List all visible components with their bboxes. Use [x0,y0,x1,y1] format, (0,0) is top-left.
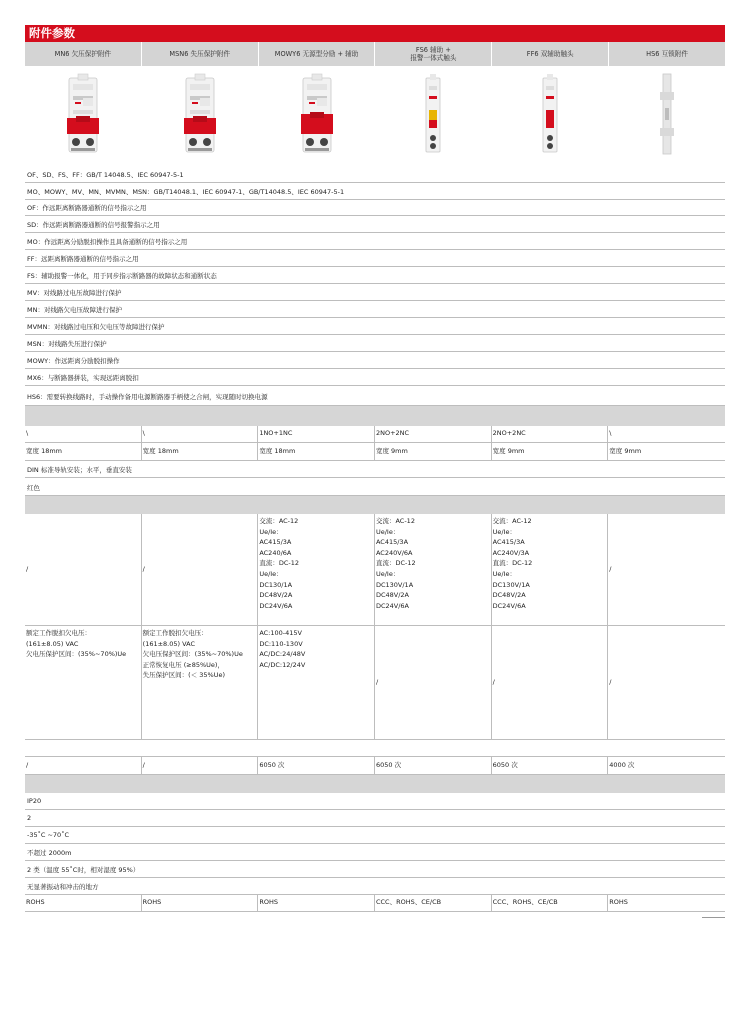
rating-cell: 交流：AC-12 Ue/Ie： AC415/3A AC240V/6A 直流：DC-12 Ue/Ie： DC130V/1A DC48V/2A DC24V/6A [375,514,492,625]
contacts-cell: 2NO+2NC [492,426,609,442]
voltage-cell: 额定工作脱扣欠电压： (161±8.05) VAC 欠电压保护区间：(35%~70%)Ue 正常恢复电压 (≥85%Ue)， 失压保护区间：(＜ 35%Ue) [142,626,259,739]
description-text: MOWY：作远距离分励脱扣操作 [27,357,120,365]
product-image-cell [375,66,492,162]
section-title: 附件参数 [29,26,75,40]
description-text: MSN：对线路失压进行保护 [27,340,107,348]
standards-row-2 [25,183,725,200]
description-text: MN：对线路欠电压故障进行保护 [27,306,122,314]
description-text: OF：作远距离断路器通断的信号指示之用 [27,204,147,212]
description-row-msn [25,335,725,352]
description-row-mowy [25,352,725,369]
pollution-row [25,810,725,827]
section-title-bar [25,25,725,42]
vibration-text: 无显著振动和冲击的地方 [27,883,99,891]
voltage-cell: AC:100-415V DC:110-130V AC/DC:24/48V AC/DC:12/24V [258,626,375,739]
width-row [25,443,725,461]
voltage-row [25,626,725,740]
temperature-text: -35˚C ~70˚C [27,831,69,839]
certification-cell: ROHS [258,895,375,911]
life-cell: 6050 次 [492,757,609,774]
description-row-mx6 [25,369,725,386]
section-band [25,406,725,426]
temperature-row [25,827,725,844]
life-cell: / [25,757,142,774]
product-image-cell [258,66,375,162]
contacts-cell: \ [609,429,612,438]
standards-row-1 [25,166,725,183]
product-header-msn6: MSN6 失压保护附件 [142,42,259,66]
product-image-cell [608,66,725,162]
description-row-fs [25,267,725,284]
width-cell: 宽度 9mm [609,446,642,455]
description-row-mvmn [25,318,725,335]
contacts-cell: 1NO+1NC [258,426,375,442]
description-text: SD：作远距离断路器通断的信号报警指示之用 [27,221,160,229]
standards-text: OF、SD、FS、FF：GB/T 14048.5、IEC 60947-5-1 [27,171,184,179]
certification-cell: ROHS [609,898,628,907]
voltage-cell: 额定工作脱扣欠电压： (161±8.05) VAC 欠电压保护区间：(35%~70%)Ue [25,626,142,739]
description-text: HS6：需要转换线路时，手动操作备用电源断路器手柄使之合闸，实现随时切换电源 [27,393,268,401]
certification-cell: ROHS [25,895,142,911]
product-header-ff6: FF6 双辅助触头 [492,42,609,66]
certification-cell: ROHS [142,895,259,911]
product-header-row [25,42,725,66]
product-image-cell [142,66,259,162]
description-row-mo [25,233,725,250]
voltage-cell: / [492,626,609,739]
description-row-mn [25,301,725,318]
description-row-of [25,200,725,216]
certification-row [25,895,725,912]
vibration-row [25,878,725,895]
ratings-row [25,514,725,626]
width-cell: 宽度 9mm [375,443,492,460]
description-text: MX6：与断路器拼装，实现远距离脱扣 [27,374,139,382]
life-cell: 4000 次 [609,760,635,769]
contacts-cell: \ [25,426,142,442]
contacts-cell: \ [142,426,259,442]
description-text: FS：辅助报警一体化，用于同步指示断路器的故障状态和通断状态 [27,272,217,280]
width-cell: 宽度 18mm [142,443,259,460]
product-image-row [25,66,725,162]
mn6-device-image [63,72,103,156]
description-text: MVMN：对线路过电压和欠电压等故障进行保护 [27,323,165,331]
life-cell: 6050 次 [375,757,492,774]
installation-text: DIN 标准导轨安装；水平，垂直安装 [27,466,132,474]
product-image-cell [25,66,142,162]
description-text: MV：对线路过电压故障进行保护 [27,289,122,297]
fs6-device-image [421,72,445,156]
certification-cell: CCC、ROHS、CE/CB [492,895,609,911]
mowy6-device-image [297,72,337,156]
end-divider [702,917,725,918]
certification-cell: CCC、ROHS、CE/CB [375,895,492,911]
altitude-row [25,844,725,861]
empty-row [25,740,725,757]
product-header-hs6: HS6 互锁附件 [609,42,725,66]
standards-text: MO、MOWY、MV、MN、MVMN、MSN：GB/T14048.1、IEC 60947-1、GB/T14048.5、IEC 60947-5-1 [27,188,345,196]
color-row [25,478,725,496]
humidity-text: 2 类（温度 55˚C时，相对湿度 95%） [27,866,140,874]
contacts-cell: 2NO+2NC [375,426,492,442]
description-row-mv [25,284,725,301]
pollution-text: 2 [27,814,32,822]
life-cell: 6050 次 [258,757,375,774]
section-band [25,775,725,793]
installation-row [25,461,725,478]
life-cell: / [142,757,259,774]
rating-cell: / [25,514,142,625]
protection-text: IP20 [27,797,42,805]
product-header-fs6: FS6 辅助 + 报警一体式触头 [375,42,492,66]
description-row-sd [25,216,725,233]
color-text: 红色 [27,484,40,492]
product-header-mowy6: MOWY6 无源型分励 + 辅助 [259,42,376,66]
product-image-cell [492,66,609,162]
voltage-cell: / [609,677,612,686]
humidity-row [25,861,725,878]
description-text: MO：作远距离分励脱扣操作且具备通断的信号指示之用 [27,238,188,246]
msn6-device-image [180,72,220,156]
voltage-cell: / [375,626,492,739]
section-band [25,496,725,514]
life-row [25,757,725,775]
rating-cell: / [142,514,259,625]
ff6-device-image [538,72,562,156]
width-cell: 宽度 18mm [25,443,142,460]
rating-cell: / [609,564,612,573]
description-row-hs6 [25,386,725,406]
description-text: FF：远距离断路器通断的信号指示之用 [27,255,139,263]
width-cell: 宽度 9mm [492,443,609,460]
hs6-device-image [655,72,679,156]
description-row-ff [25,250,725,267]
rating-cell: 交流：AC-12 Ue/Ie： AC415/3A AC240V/3A 直流：DC-12 Ue/Ie： DC130V/1A DC48V/2A DC24V/6A [492,514,609,625]
width-cell: 宽度 18mm [258,443,375,460]
protection-row [25,793,725,810]
altitude-text: 不超过 2000m [27,849,72,857]
contacts-row [25,426,725,443]
rating-cell: 交流：AC-12 Ue/Ie： AC415/3A AC240/6A 直流：DC-12 Ue/Ie： DC130/1A DC48V/2A DC24V/6A [258,514,375,625]
product-header-mn6: MN6 欠压保护附件 [25,42,142,66]
